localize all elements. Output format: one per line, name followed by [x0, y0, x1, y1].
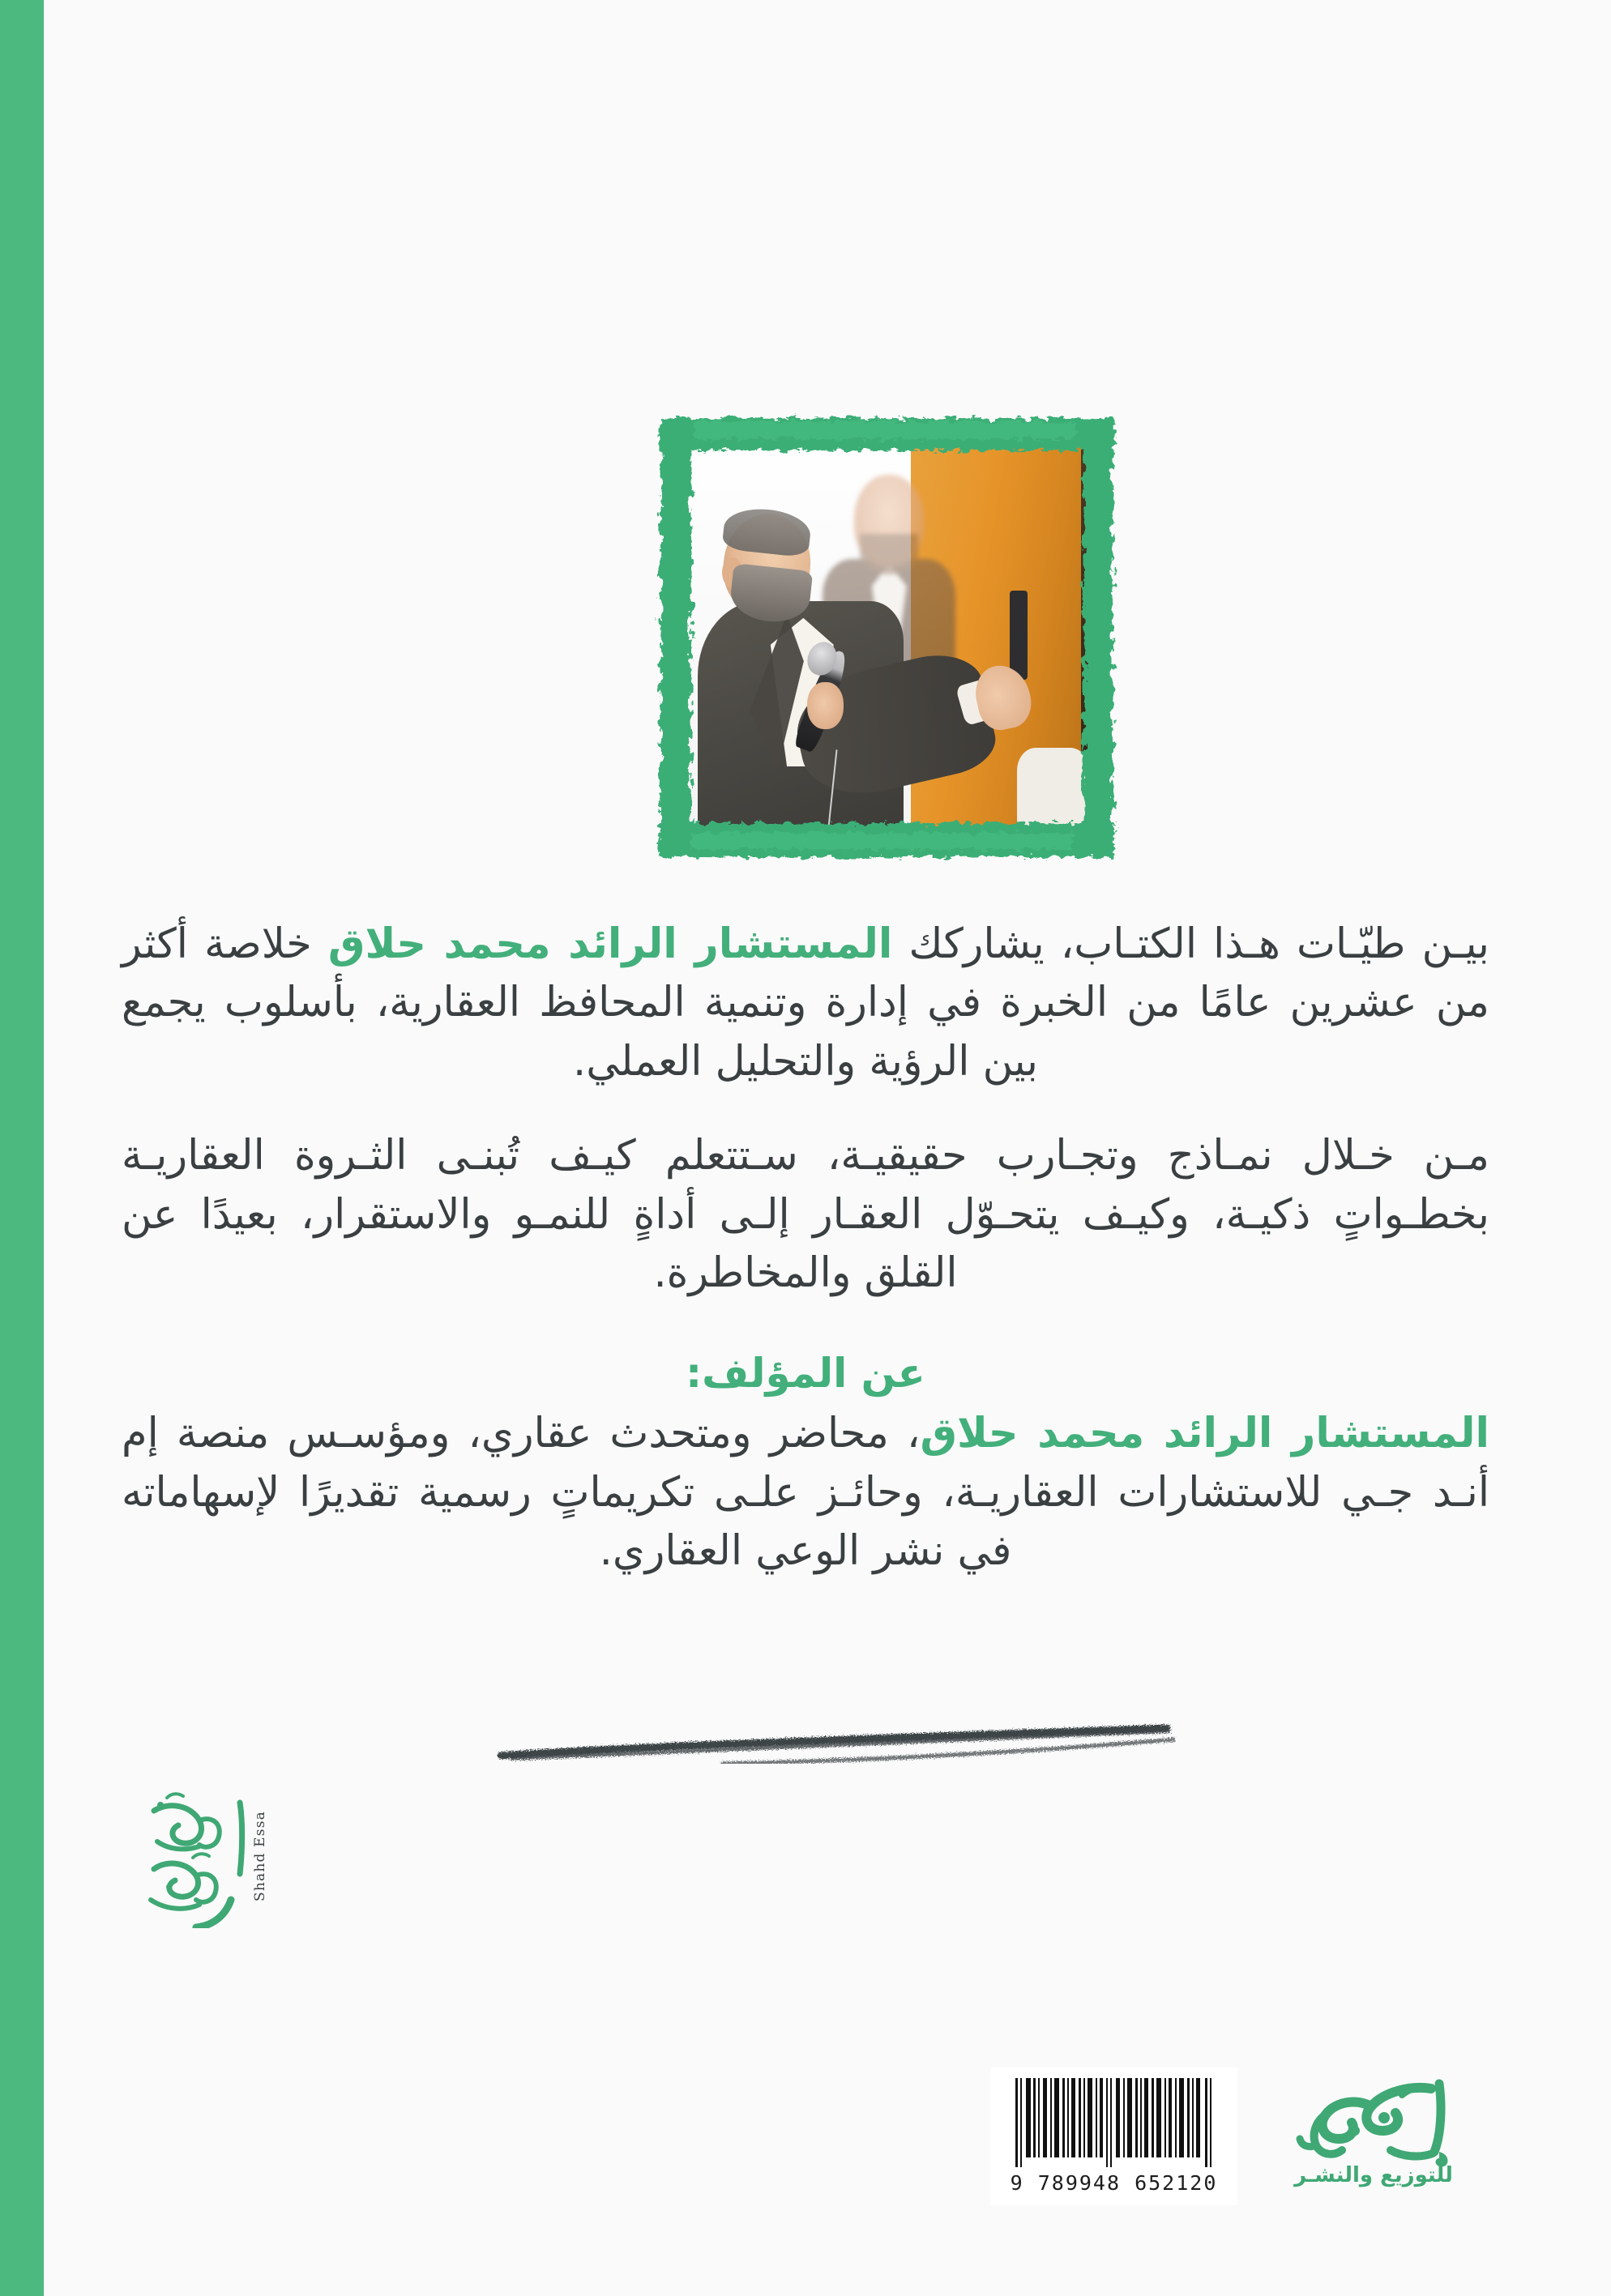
author-microphone-hand [807, 682, 844, 729]
author-name-highlight: المستشار الرائد محمد حلاق [327, 920, 893, 968]
about-author-body [122, 1405, 1489, 1581]
spine-stripe [0, 0, 44, 2296]
publisher-logo [1280, 2071, 1467, 2200]
author-figure [698, 506, 1030, 836]
blurb-paragraph-2: مـن خـلال نمـاذج وتجـارب حقيقيـة، سـتتعلم كيـف تُبنـى الثـروة العقاريـة بخطـواتٍ ذكيـة، وكيـف يتحـوّل العقـار إلـى أداةٍ للنمـو والاستقرار، بعيدًا عن القلق والمخاطرة. [122, 1132, 1489, 1298]
barcode-number: 9 789948 652120 [1010, 2171, 1218, 2195]
publisher-tagline: للتوزيع والنشـر [1294, 2163, 1453, 2187]
blurb-lead: بيـن طيّـات هـذا الكتـاب، يشاركك [892, 920, 1489, 968]
white-chair [1017, 748, 1089, 836]
isbn-barcode [990, 2068, 1237, 2205]
about-author-text: ، محاضر ومتحدث عقاري، ومؤسـس منصة إم أنـد جـي للاستشارات العقاريـة، وحائـز علـى تكريماتٍ رسمية تقديرًا لإسهاماته في نشر الوعي العقاري. [122, 1410, 1489, 1576]
blurb-rest: خلاصة أكثر من عشرين عامًا من الخبرة في إدارة وتنمية المحافظ العقارية، بأسلوب يجمع بين الرؤية والتحليل العملي. [122, 920, 1489, 1086]
barcode-bars [1004, 2075, 1224, 2170]
shahd-essa-logo [122, 1778, 292, 1928]
photo-scene [672, 434, 1098, 836]
blurb-paragraph-1 [122, 915, 1489, 1091]
publisher-mark-icon [1280, 2071, 1467, 2168]
about-author-name-highlight: المستشار الرائد محمد حلاق [920, 1410, 1490, 1458]
about-author-heading: عن المؤلف: [686, 1350, 925, 1398]
brush-stroke-divider [454, 1689, 1183, 1764]
shahd-essa-latin-text: Shahd Essa [252, 1811, 268, 1901]
author-photo-block [646, 405, 1124, 867]
back-cover-text [122, 915, 1489, 1581]
author-photo [672, 434, 1098, 836]
